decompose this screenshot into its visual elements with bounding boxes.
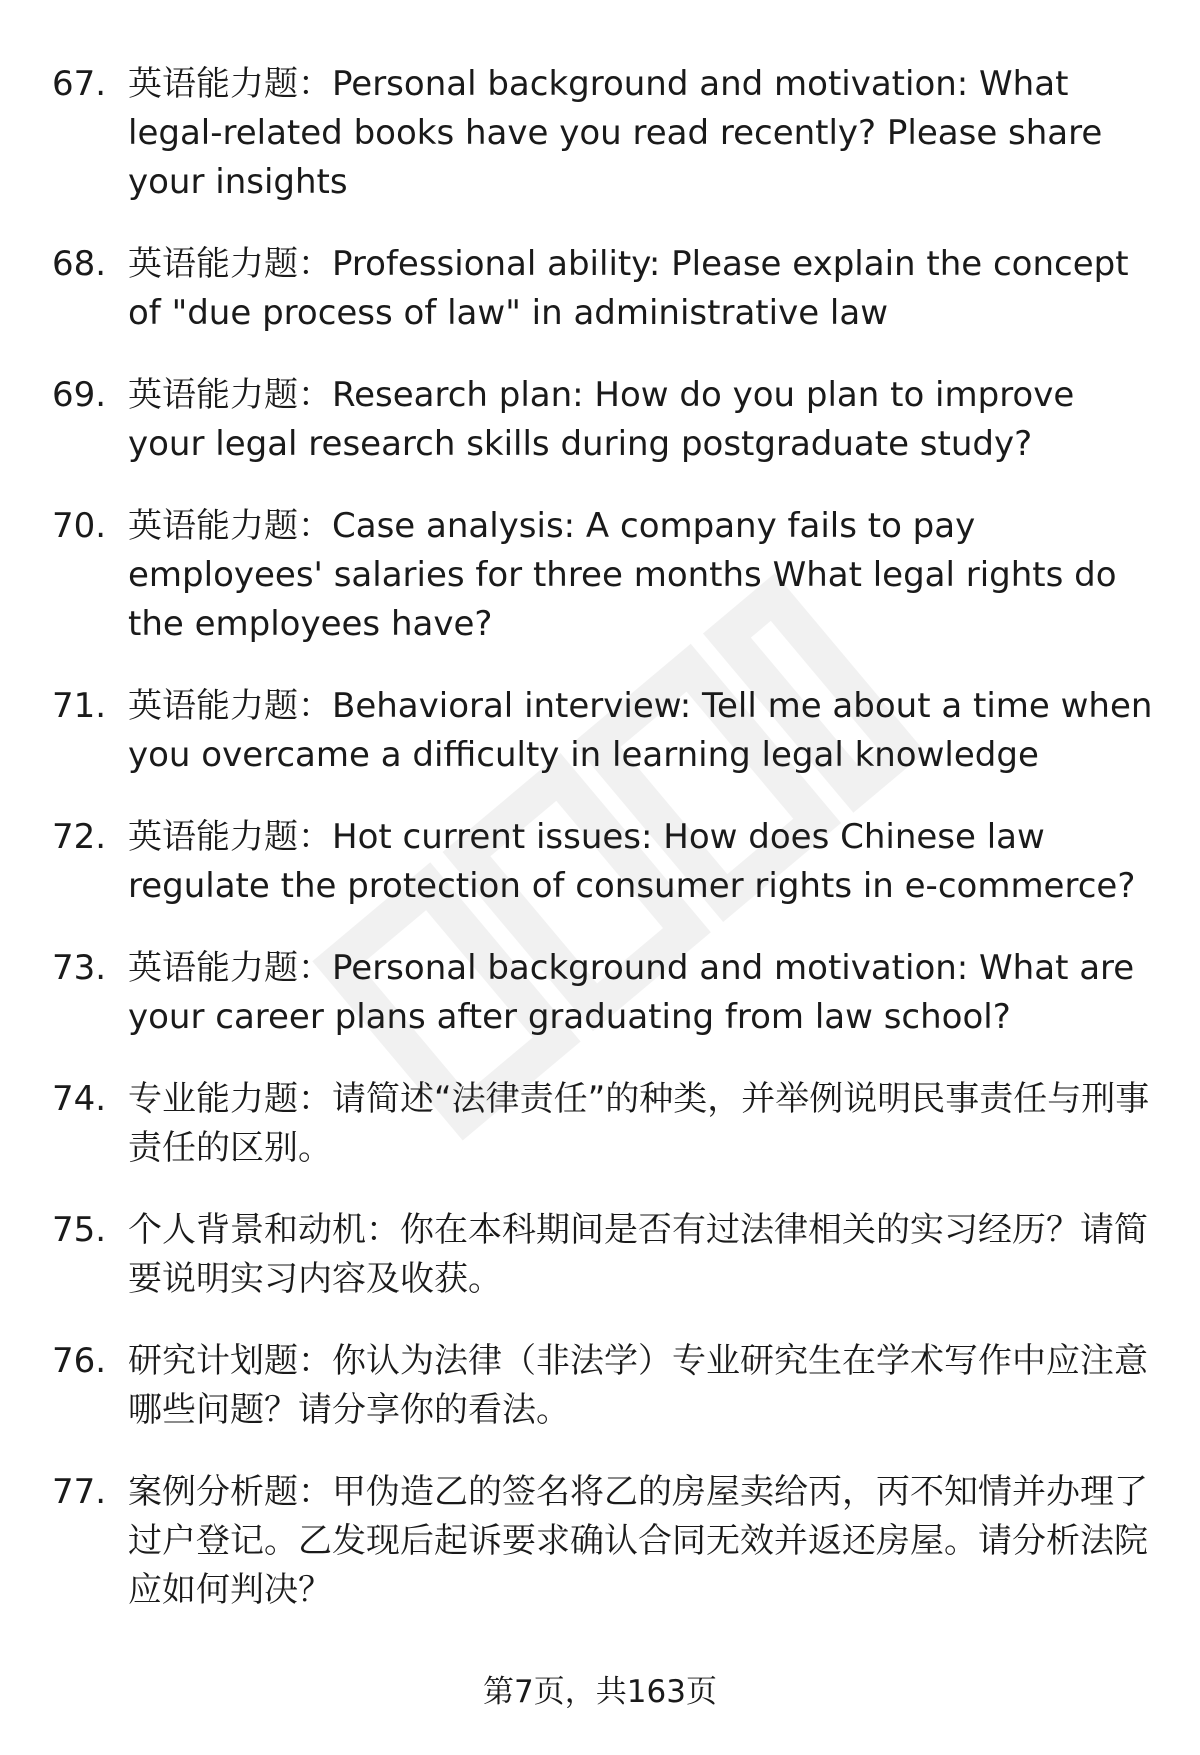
question-number: 67. [52, 64, 107, 104]
question-text: 研究计划题：你认为法律（非法学）专业研究生在学术写作中应注意哪些问题？请分享你的看法。 [128, 1341, 1148, 1430]
question-text: 案例分析题：甲伪造乙的签名将乙的房屋卖给丙，丙不知情并办理了过户登记。乙发现后起诉要求确认合同无效并返还房屋。请分析法院应如何判决？ [128, 1472, 1148, 1610]
question-text: 英语能力题：Case analysis: A company fails to pay employees' salaries for three months What legal rights do the employees have? [128, 506, 1117, 644]
question-item [52, 502, 1160, 649]
question-number: 68. [52, 244, 107, 284]
question-item [52, 240, 1160, 338]
question-number: 77. [52, 1472, 107, 1512]
question-text: 个人背景和动机：你在本科期间是否有过法律相关的实习经历？请简要说明实习内容及收获。 [128, 1210, 1148, 1299]
question-number: 69. [52, 375, 107, 415]
question-item [52, 1337, 1160, 1435]
question-number: 71. [52, 686, 107, 726]
question-item [52, 682, 1160, 780]
question-text: 英语能力题：Personal background and motivation: What legal-related books have you read recently? Please share your insights [128, 64, 1103, 202]
question-text: 英语能力题：Hot current issues: How does Chinese law regulate the protection of consumer rights in e-commerce? [128, 817, 1136, 906]
question-item [52, 1468, 1160, 1615]
question-text: 专业能力题：请简述“法律责任”的种类，并举例说明民事责任与刑事责任的区别。 [128, 1079, 1150, 1168]
question-text: 英语能力题：Research plan: How do you plan to improve your legal research skills during postgraduate study? [128, 375, 1075, 464]
question-number: 75. [52, 1210, 107, 1250]
question-number: 70. [52, 506, 107, 546]
question-item [52, 371, 1160, 469]
question-item [52, 944, 1160, 1042]
question-number: 72. [52, 817, 107, 857]
question-number: 74. [52, 1079, 107, 1119]
page-footer [0, 1672, 1200, 1712]
question-item [52, 1075, 1160, 1173]
question-item [52, 60, 1160, 207]
question-item [52, 1206, 1160, 1304]
question-number: 73. [52, 948, 107, 988]
question-text: 英语能力题：Personal background and motivation: What are your career plans after graduating from law school? [128, 948, 1135, 1037]
question-item [52, 813, 1160, 911]
question-text: 英语能力题：Professional ability: Please explain the concept of "due process of law" in administrative law [128, 244, 1129, 333]
question-text: 英语能力题：Behavioral interview: Tell me about a time when you overcame a difficulty in learning legal knowledge [128, 686, 1153, 775]
question-list [52, 60, 1160, 1615]
page-number-label: 第7页，共163页 [483, 1674, 717, 1710]
question-number: 76. [52, 1341, 107, 1381]
